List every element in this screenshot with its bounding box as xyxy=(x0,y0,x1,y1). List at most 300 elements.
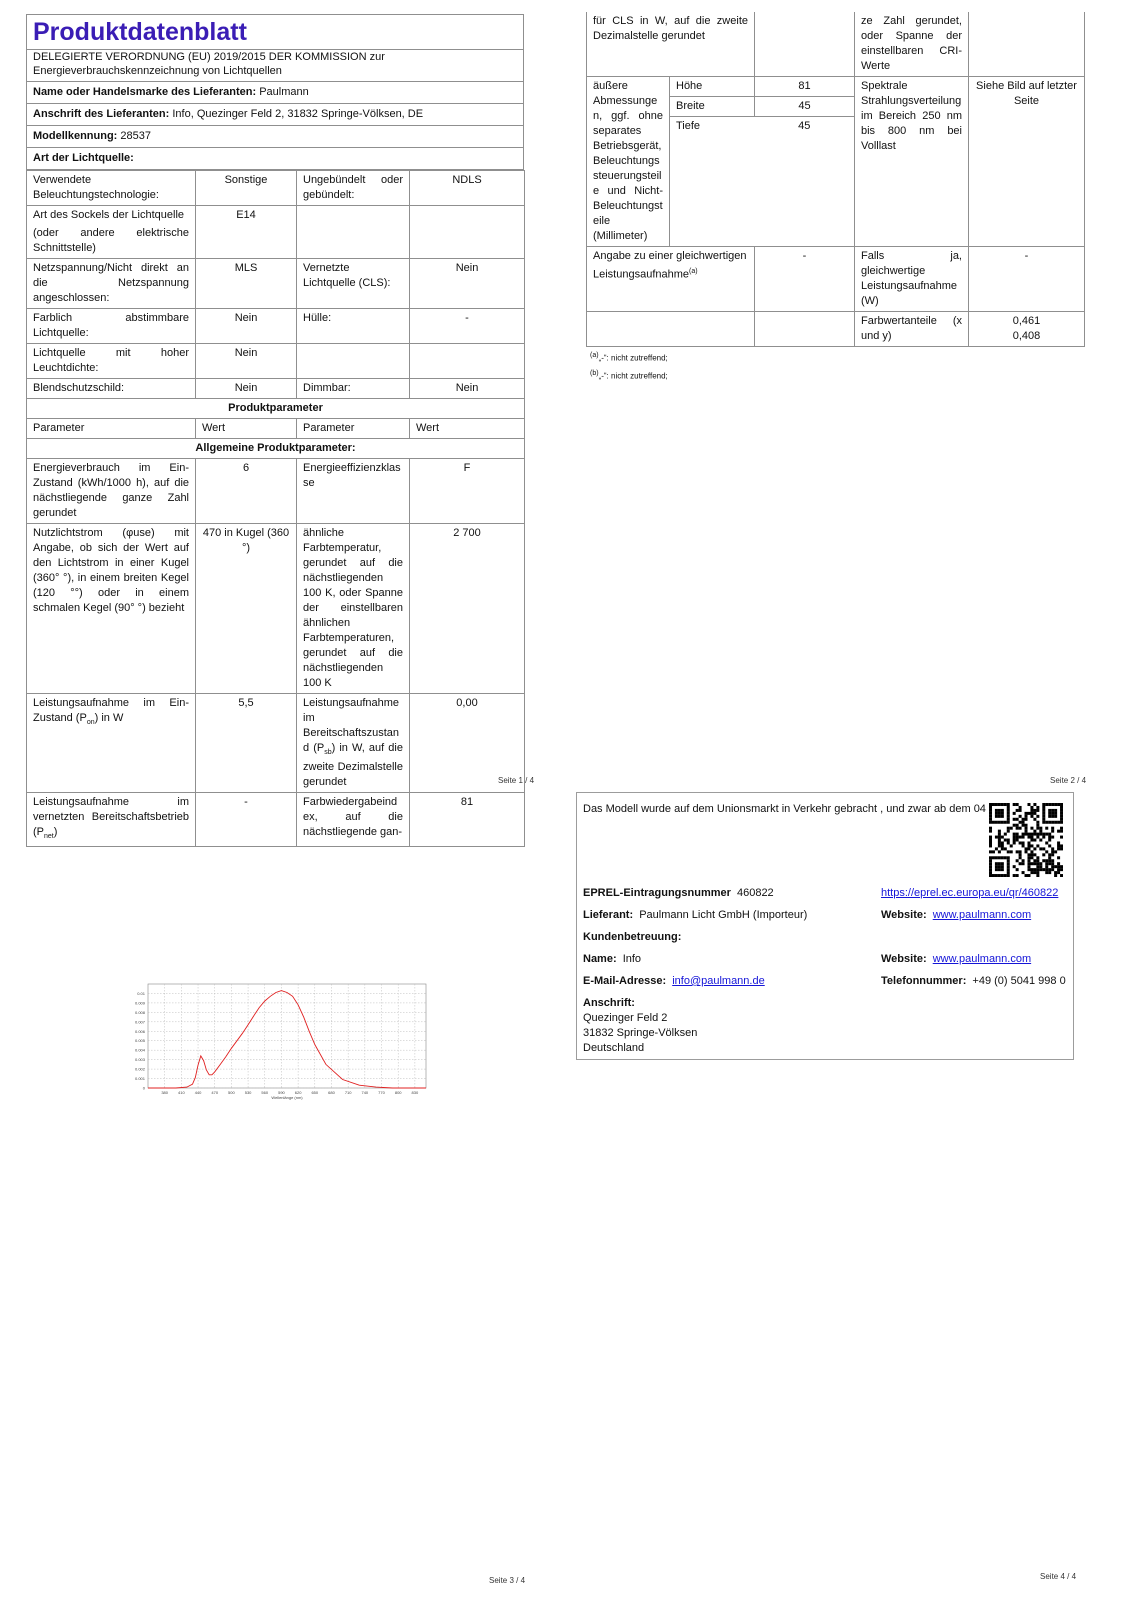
qr-module xyxy=(992,850,995,853)
qr-module xyxy=(989,856,992,859)
qr-module xyxy=(1042,833,1045,836)
qr-module xyxy=(1022,818,1025,821)
qr-module xyxy=(1036,821,1039,824)
empty-cell xyxy=(297,344,410,379)
qr-module xyxy=(1039,868,1042,871)
pon-sub: on xyxy=(86,719,95,727)
qr-module xyxy=(1007,827,1010,830)
chroma-y: 0,408 xyxy=(1012,330,1041,342)
qr-module xyxy=(1045,827,1048,830)
depth-label: Tiefe xyxy=(670,117,755,247)
qr-module xyxy=(1057,841,1060,844)
qr-code xyxy=(989,803,1063,877)
socket-value: E14 xyxy=(196,206,297,259)
qr-module xyxy=(989,874,992,877)
page-2-number: Seite 2 / 4 xyxy=(1050,776,1087,785)
table-row xyxy=(27,399,525,419)
qr-module xyxy=(1022,841,1025,844)
eprel-label: EPREL-Eintragungsnummer xyxy=(583,887,731,899)
address-line-1: Quezinger Feld 2 xyxy=(583,1012,668,1024)
qr-module xyxy=(1045,871,1048,874)
qr-module xyxy=(1033,818,1036,821)
qr-module xyxy=(1036,868,1039,871)
qr-module xyxy=(1013,836,1016,839)
qr-module xyxy=(1016,874,1019,877)
qr-module xyxy=(1036,836,1039,839)
qr-module xyxy=(998,868,1001,871)
qr-module xyxy=(1007,815,1010,818)
qr-module xyxy=(995,868,998,871)
address-line-3: Deutschland xyxy=(583,1042,645,1054)
col-value-header: Wert xyxy=(410,419,525,439)
x-tick-label: 500 xyxy=(228,1090,235,1095)
socket-label-line2: (oder andere elektrische Schnittstelle) xyxy=(33,227,189,254)
y-tick-label: 0 xyxy=(142,1085,145,1091)
qr-module xyxy=(1030,812,1033,815)
table-row xyxy=(27,439,525,459)
high-luminance-label: Lichtquelle mit hoher Leuchtdichte: xyxy=(27,344,196,379)
website-row xyxy=(881,908,1031,923)
qr-module xyxy=(1036,862,1039,865)
qr-module xyxy=(1001,865,1004,868)
qr-module xyxy=(1013,803,1016,806)
y-tick-label: 0.01 xyxy=(137,990,145,996)
qr-module xyxy=(1025,833,1028,836)
qr-module xyxy=(1057,803,1060,806)
table-row xyxy=(587,12,1085,77)
page-4-box xyxy=(576,792,1074,1060)
qr-module xyxy=(1022,871,1025,874)
qr-module xyxy=(995,812,998,815)
technology-value: Sonstige xyxy=(196,171,297,206)
supplier-row xyxy=(583,908,807,923)
qr-module xyxy=(1025,815,1028,818)
qr-module xyxy=(989,821,992,824)
page-1-table xyxy=(26,170,525,847)
table-row xyxy=(587,247,1085,312)
qr-module xyxy=(995,856,998,859)
qr-module xyxy=(1007,859,1010,862)
x-tick-label: 710 xyxy=(344,1090,352,1095)
qr-module xyxy=(1007,874,1010,877)
qr-module xyxy=(1045,841,1048,844)
qr-module xyxy=(995,809,998,812)
qr-module xyxy=(1048,836,1051,839)
qr-module xyxy=(1045,865,1048,868)
qr-module xyxy=(1030,853,1033,856)
qr-module xyxy=(1051,836,1054,839)
width-value: 45 xyxy=(755,97,855,117)
page-2-table xyxy=(586,12,1085,347)
technology-label: Verwendete Beleuchtungstechnologie: xyxy=(27,171,196,206)
qr-module xyxy=(1007,871,1010,874)
qr-module xyxy=(1019,836,1022,839)
y-tick-label: 0.005 xyxy=(134,1038,145,1044)
qr-module xyxy=(1036,871,1039,874)
qr-module xyxy=(995,836,998,839)
cri-value: 81 xyxy=(410,793,525,847)
qr-module xyxy=(1001,803,1004,806)
y-tick-label: 0.006 xyxy=(134,1028,145,1034)
qr-module xyxy=(1033,868,1036,871)
flux-label: Nutzlichtstrom (φuse) mit Angabe, ob sich der Wert auf den Lichtstrom in einer Kugel (360° °), in einem breiten Kegel (120 °°) oder in einem schmalen Kegel (90° °) bezieht xyxy=(27,524,196,694)
energy-label: Energieverbrauch im Ein-Zustand (kWh/1000 h), auf die nächstliegende ganze Zahl gerundet xyxy=(27,459,196,524)
qr-module xyxy=(1036,874,1039,877)
table-row xyxy=(27,309,525,344)
flux-value: 470 in Kugel (360 °) xyxy=(196,524,297,694)
chroma-value xyxy=(969,312,1085,347)
qr-module xyxy=(1030,862,1033,865)
website-link[interactable]: www.paulmann.com xyxy=(932,909,1032,921)
qr-module xyxy=(998,841,1001,844)
table-row xyxy=(587,312,1085,347)
qr-module xyxy=(1030,836,1033,839)
qr-module xyxy=(1027,833,1030,836)
qr-module xyxy=(1039,833,1042,836)
qr-module xyxy=(1045,868,1048,871)
support-label: Kundenbetreuung: xyxy=(583,931,682,943)
qr-module xyxy=(1013,874,1016,877)
pnet-value: - xyxy=(196,793,297,847)
qr-module xyxy=(1054,865,1057,868)
qr-module xyxy=(1027,836,1030,839)
qr-module xyxy=(1060,815,1063,818)
qr-module xyxy=(1033,859,1036,862)
spectrum-chart-frame xyxy=(118,976,430,1100)
qr-module xyxy=(1004,803,1007,806)
qr-module xyxy=(1010,850,1013,853)
supplier-address-value: Info, Quezinger Feld 2, 31832 Springe-Völksen, DE xyxy=(172,108,424,120)
equiv-power-label: Falls ja, gleichwertige Leistungsaufnahme (W) xyxy=(855,247,969,312)
qr-module xyxy=(989,859,992,862)
qr-module xyxy=(1010,827,1013,830)
qr-module xyxy=(998,821,1001,824)
qr-module xyxy=(998,803,1001,806)
qr-module xyxy=(1013,839,1016,842)
qr-module xyxy=(989,850,992,853)
cont-label-right: ze Zahl gerundet, oder Spanne der einstellbaren CRI-Werte xyxy=(855,12,969,77)
empty-cell xyxy=(410,344,525,379)
qr-module xyxy=(1030,806,1033,809)
supplier-name-value: Paulmann xyxy=(259,86,309,98)
qr-module xyxy=(1051,827,1054,830)
qr-module xyxy=(998,865,1001,868)
spectrum-chart xyxy=(118,976,430,1100)
qr-module xyxy=(1054,809,1057,812)
qr-module xyxy=(1033,871,1036,874)
pon-label-text: Leistungsaufnahme im Ein-Zustand (P xyxy=(33,697,189,724)
footnote-b-mark: (b) xyxy=(590,369,599,377)
qr-module xyxy=(1030,809,1033,812)
qr-module xyxy=(1048,803,1051,806)
equiv-label-text: Angabe zu einer gleichwertigen Leistungsaufnahme xyxy=(593,250,747,281)
qr-module xyxy=(1010,844,1013,847)
x-tick-label: 410 xyxy=(178,1090,185,1095)
qr-module xyxy=(1042,809,1045,812)
table-row xyxy=(27,206,525,259)
qr-module xyxy=(1025,830,1028,833)
qr-module xyxy=(1045,859,1048,862)
qr-module xyxy=(1033,862,1036,865)
qr-module xyxy=(1036,806,1039,809)
qr-module xyxy=(1048,868,1051,871)
qr-module xyxy=(998,850,1001,853)
bundled-label: Ungebündelt oder gebündelt: xyxy=(297,171,410,206)
eprel-link[interactable]: https://eprel.ec.europa.eu/qr/460822 xyxy=(881,887,1059,899)
qr-module xyxy=(1019,853,1022,856)
qr-module xyxy=(1036,865,1039,868)
plot-area xyxy=(148,984,426,1088)
qr-module xyxy=(1025,824,1028,827)
qr-module xyxy=(989,865,992,868)
qr-module xyxy=(995,821,998,824)
qr-module xyxy=(1057,871,1060,874)
qr-module xyxy=(1057,847,1060,850)
width-label: Breite xyxy=(670,97,755,117)
supplier-name-row xyxy=(27,82,523,104)
qr-module xyxy=(1036,827,1039,830)
qr-module xyxy=(1027,803,1030,806)
x-tick-label: 380 xyxy=(161,1090,169,1095)
qr-module xyxy=(1048,853,1051,856)
qr-module xyxy=(1051,847,1054,850)
qr-module xyxy=(1039,862,1042,865)
qr-module xyxy=(1004,856,1007,859)
footnote-a-mark: (a) xyxy=(590,352,599,359)
qr-module xyxy=(1042,847,1045,850)
empty-cell xyxy=(969,12,1085,77)
footnote-b xyxy=(586,368,1084,383)
cont-label-left: für CLS in W, auf die zweite Dezimalstelle gerundet xyxy=(587,12,755,77)
qr-module xyxy=(1004,874,1007,877)
qr-module xyxy=(1048,839,1051,842)
table-row xyxy=(27,259,525,309)
phone-value: +49 (0) 5041 998 0 xyxy=(972,975,1066,987)
website2-link[interactable]: www.paulmann.com xyxy=(932,953,1032,965)
empty-cell xyxy=(755,312,855,347)
qr-module xyxy=(1022,821,1025,824)
qr-module xyxy=(1019,827,1022,830)
qr-module xyxy=(1027,841,1030,844)
qr-module xyxy=(1051,812,1054,815)
qr-module xyxy=(1016,824,1019,827)
qr-module xyxy=(1025,827,1028,830)
cri-label: Farbwiedergabeindex, auf die nächstliegende gan- xyxy=(297,793,410,847)
equiv-sup: (a) xyxy=(689,268,698,275)
dims-label: äußere Abmessungen, ggf. ohne separates Betriebsgerät, Beleuchtungssteuerungsteile und Nicht-Beleuchtungsteile (Millimeter) xyxy=(587,77,670,247)
qr-module xyxy=(1033,853,1036,856)
qr-module xyxy=(1001,821,1004,824)
footnote-a xyxy=(586,350,1084,365)
table-row xyxy=(27,459,525,524)
qr-module xyxy=(1036,809,1039,812)
qr-module xyxy=(1013,841,1016,844)
qr-module xyxy=(1060,806,1063,809)
qr-module xyxy=(1042,853,1045,856)
qr-module xyxy=(995,874,998,877)
qr-module xyxy=(1045,833,1048,836)
qr-module xyxy=(1051,850,1054,853)
qr-module xyxy=(1033,812,1036,815)
supplier-value: Paulmann Licht GmbH (Importeur) xyxy=(639,909,808,921)
pnet-label-text: Leistungsaufnahme im vernetzten Bereitschaftsbetrieb (P xyxy=(33,796,189,839)
qr-module xyxy=(1039,830,1042,833)
qr-module xyxy=(998,812,1001,815)
qr-module xyxy=(1048,833,1051,836)
qr-module xyxy=(1027,853,1030,856)
y-tick-label: 0.001 xyxy=(134,1076,145,1082)
qr-module xyxy=(1027,862,1030,865)
qr-module xyxy=(1057,868,1060,871)
qr-module xyxy=(995,865,998,868)
email-link[interactable]: info@paulmann.de xyxy=(672,975,765,987)
qr-module xyxy=(989,809,992,812)
model-label: Modellkennung: xyxy=(33,130,118,142)
qr-module xyxy=(1051,815,1054,818)
qr-module xyxy=(1007,806,1010,809)
empty-cell xyxy=(755,12,855,77)
qr-module xyxy=(1060,868,1063,871)
qr-module xyxy=(1007,850,1010,853)
col-param-header: Parameter xyxy=(27,419,196,439)
qr-module xyxy=(1060,827,1063,830)
phone-label: Telefonnummer: xyxy=(881,975,967,987)
qr-module xyxy=(998,836,1001,839)
qr-module xyxy=(1060,844,1063,847)
mains-value: MLS xyxy=(196,259,297,309)
socket-label xyxy=(27,206,196,259)
supplier-name-label: Name oder Handelsmarke des Lieferanten: xyxy=(33,86,257,98)
qr-module xyxy=(1016,833,1019,836)
qr-module xyxy=(1033,839,1036,842)
qr-module xyxy=(1030,839,1033,842)
qr-module xyxy=(1060,874,1063,877)
qr-module xyxy=(1030,815,1033,818)
qr-module xyxy=(1027,812,1030,815)
qr-module xyxy=(1048,859,1051,862)
cct-value: 2 700 xyxy=(410,524,525,694)
qr-module xyxy=(1036,844,1039,847)
color-tunable-label: Farblich abstimmbare Lichtquelle: xyxy=(27,309,196,344)
qr-module xyxy=(1004,839,1007,842)
qr-module xyxy=(1013,833,1016,836)
qr-module xyxy=(1007,809,1010,812)
psb-unit: ) in W, auf die zweite Dezimalstelle gerundet xyxy=(303,742,403,789)
qr-module xyxy=(1048,856,1051,859)
qr-module xyxy=(1019,809,1022,812)
qr-module xyxy=(1001,844,1004,847)
qr-module xyxy=(1001,815,1004,818)
psb-label xyxy=(297,694,410,793)
qr-module xyxy=(998,844,1001,847)
qr-module xyxy=(989,803,992,806)
qr-module xyxy=(1016,850,1019,853)
qr-module xyxy=(1030,827,1033,830)
y-tick-label: 0.004 xyxy=(134,1047,145,1053)
qr-module xyxy=(1025,847,1028,850)
qr-module xyxy=(1042,818,1045,821)
qr-module xyxy=(1057,830,1060,833)
qr-module xyxy=(998,839,1001,842)
qr-module xyxy=(1019,806,1022,809)
qr-module xyxy=(1036,824,1039,827)
qr-module xyxy=(1060,830,1063,833)
qr-module xyxy=(1060,809,1063,812)
general-params-header: Allgemeine Produktparameter: xyxy=(27,439,525,459)
y-tick-label: 0.003 xyxy=(134,1057,145,1063)
cls-value: Nein xyxy=(410,259,525,309)
table-row xyxy=(27,694,525,793)
qr-module xyxy=(1013,812,1016,815)
qr-module xyxy=(1001,868,1004,871)
page-4-number: Seite 4 / 4 xyxy=(1040,1572,1077,1581)
qr-module xyxy=(1013,824,1016,827)
qr-module xyxy=(1016,803,1019,806)
qr-module xyxy=(1054,821,1057,824)
energy-value: 6 xyxy=(196,459,297,524)
anti-glare-value: Nein xyxy=(196,379,297,399)
qr-module xyxy=(1004,833,1007,836)
qr-module xyxy=(1051,853,1054,856)
qr-module xyxy=(1007,841,1010,844)
pnet-unit: ) xyxy=(53,826,58,839)
qr-module xyxy=(998,856,1001,859)
x-tick-label: 620 xyxy=(294,1090,302,1095)
qr-module xyxy=(992,856,995,859)
qr-module xyxy=(1001,856,1004,859)
qr-module xyxy=(1042,821,1045,824)
x-tick-label: 650 xyxy=(311,1090,319,1095)
eprel-row xyxy=(583,886,774,901)
qr-module xyxy=(1007,812,1010,815)
qr-module xyxy=(1027,847,1030,850)
qr-module xyxy=(1045,803,1048,806)
qr-module xyxy=(1036,859,1039,862)
spectral-value: Siehe Bild auf letzter Seite xyxy=(969,77,1085,247)
dimmable-value: Nein xyxy=(410,379,525,399)
qr-module xyxy=(998,833,1001,836)
product-params-header: Produktparameter xyxy=(27,399,525,419)
equiv-value: - xyxy=(755,247,855,312)
x-tick-label: 800 xyxy=(394,1090,402,1095)
qr-module xyxy=(1042,868,1045,871)
equiv-power-value: - xyxy=(969,247,1085,312)
qr-module xyxy=(1016,818,1019,821)
qr-module xyxy=(989,862,992,865)
qr-module xyxy=(995,803,998,806)
qr-module xyxy=(995,815,998,818)
qr-module xyxy=(1030,856,1033,859)
qr-module xyxy=(1007,856,1010,859)
qr-module xyxy=(1045,821,1048,824)
qr-module xyxy=(1039,827,1042,830)
footnote-a-text: „-“: nicht zutreffend; xyxy=(598,353,668,363)
qr-module xyxy=(989,868,992,871)
y-tick-label: 0.007 xyxy=(134,1019,145,1025)
qr-module xyxy=(1033,833,1036,836)
qr-module xyxy=(1033,809,1036,812)
qr-module xyxy=(1039,865,1042,868)
qr-module xyxy=(1030,833,1033,836)
mains-label: Netzspannung/Nicht direkt an die Netzspannung angeschlossen: xyxy=(27,259,196,309)
psb-sub: sb xyxy=(324,749,332,757)
qr-module xyxy=(989,839,992,842)
qr-module xyxy=(1057,856,1060,859)
pnet-label xyxy=(27,793,196,847)
table-row xyxy=(27,419,525,439)
x-tick-label: 770 xyxy=(378,1090,385,1095)
equiv-label xyxy=(587,247,755,312)
